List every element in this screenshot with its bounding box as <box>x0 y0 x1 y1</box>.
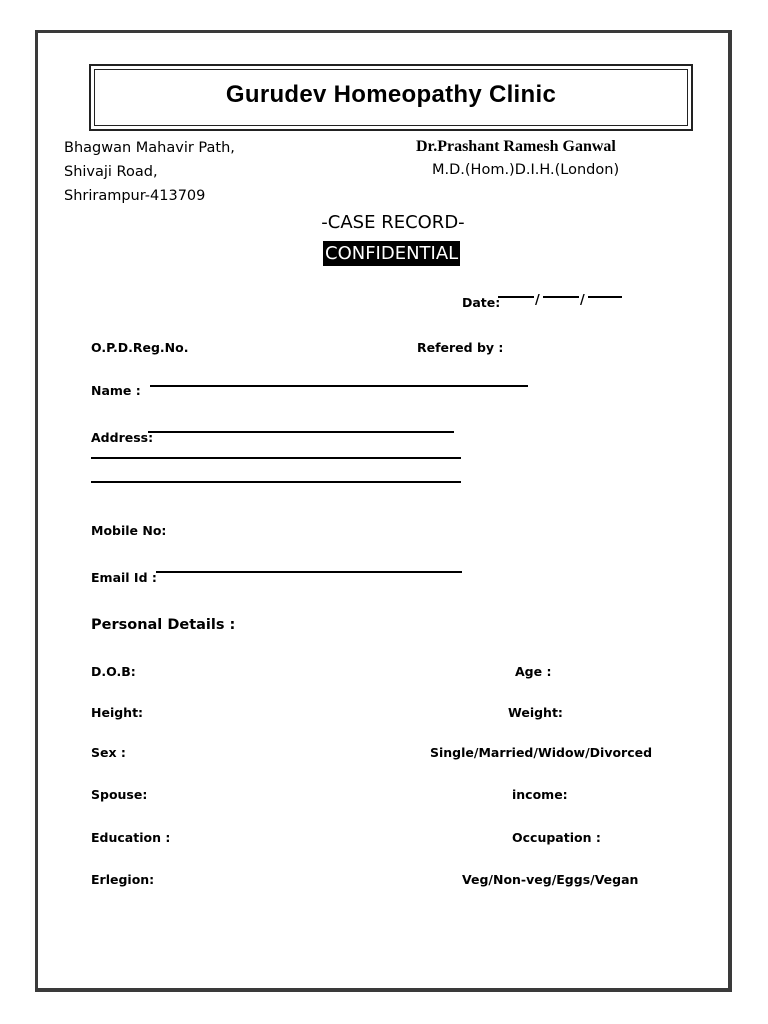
date-year-field[interactable] <box>588 296 622 298</box>
name-field[interactable] <box>150 385 528 387</box>
mobile-label: Mobile No: <box>91 523 167 538</box>
doctor-name: Dr.Prashant Ramesh Ganwal <box>416 138 616 155</box>
marital-status-options: Single/Married/Widow/Divorced <box>430 745 653 760</box>
title-box <box>89 64 693 131</box>
address-field-2[interactable] <box>91 457 461 459</box>
education-label: Education : <box>91 830 171 845</box>
email-label: Email Id : <box>91 570 157 585</box>
clinic-title: Gurudev Homeopathy Clinic <box>225 81 557 108</box>
date-separator-1: / <box>535 293 540 308</box>
address-line-2: Shivaji Road, <box>64 164 158 180</box>
height-label: Height: <box>91 705 144 720</box>
case-record-heading: -CASE RECORD- <box>321 212 465 233</box>
address-line-3: Shrirampur-413709 <box>64 188 206 204</box>
spouse-label: Spouse: <box>91 787 148 802</box>
name-label: Name : <box>91 383 141 398</box>
weight-label: Weight: <box>508 705 563 720</box>
address-field-3[interactable] <box>91 481 461 483</box>
doctor-degree: M.D.(Hom.)D.I.H.(London) <box>432 162 620 178</box>
referred-by-label: Refered by : <box>417 340 504 355</box>
age-label: Age : <box>515 664 552 679</box>
opd-reg-label: O.P.D.Reg.No. <box>91 340 189 355</box>
address-label: Address: <box>91 430 154 445</box>
date-day-field[interactable] <box>498 296 534 298</box>
religion-label: Erlegion: <box>91 872 155 887</box>
email-field[interactable] <box>156 571 462 573</box>
confidential-badge: CONFIDENTIAL <box>325 243 459 264</box>
sex-label: Sex : <box>91 745 126 760</box>
personal-details-heading: Personal Details : <box>91 617 236 633</box>
income-label: income: <box>512 787 568 802</box>
diet-options: Veg/Non-veg/Eggs/Vegan <box>462 872 639 887</box>
address-field-1[interactable] <box>148 431 454 433</box>
date-label: Date: <box>462 295 501 310</box>
address-line-1: Bhagwan Mahavir Path, <box>64 140 235 156</box>
date-month-field[interactable] <box>543 296 579 298</box>
date-separator-2: / <box>580 293 585 308</box>
dob-label: D.O.B: <box>91 664 136 679</box>
occupation-label: Occupation : <box>512 830 601 845</box>
